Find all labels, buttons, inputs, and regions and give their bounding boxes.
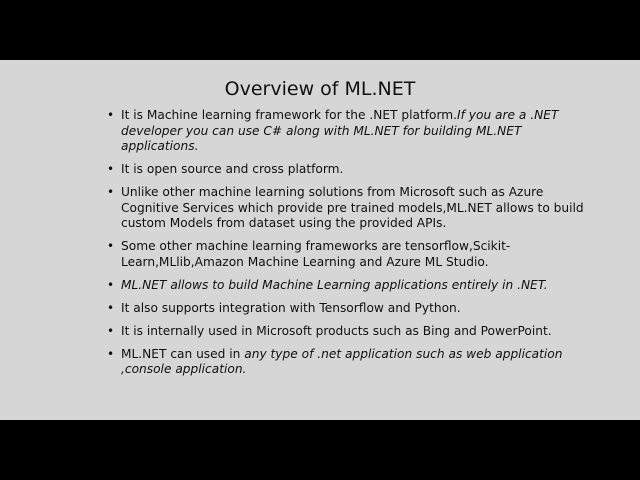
bullet-dot-icon: • — [107, 185, 115, 199]
bullet-item — [105, 162, 585, 178]
bullet-text: It is internally used in Microsoft products such as Bing and PowerPoint. — [121, 323, 552, 338]
bullet-item — [105, 324, 585, 340]
slide-title: Overview of ML.NET — [224, 78, 416, 100]
bullet-item — [105, 108, 585, 155]
bullet-italic-text: If you are a .NET developer you can use C# along with ML.NET for building ML.NET applications. — [121, 108, 559, 153]
bullet-item — [105, 278, 585, 294]
bullet-text: It also supports integration with Tensorflow and Python. — [121, 300, 461, 315]
bullet-text: Unlike other machine learning solutions from Microsoft such as Azure Cognitive Services which provide pre trained models,ML.NET allows to build custom Models from dataset using the provided APIs. — [121, 185, 584, 230]
bullet-dot-icon: • — [107, 323, 115, 338]
bullet-item — [105, 239, 585, 270]
bullet-italic-text: ML.NET allows to build Machine Learning applications entirely in .NET. — [121, 277, 548, 292]
bullet-item — [105, 347, 585, 378]
bullet-text: It is open source and cross platform. — [121, 162, 344, 176]
bullet-text: ML.NET can used in — [121, 346, 245, 361]
bullet-dot-icon: • — [107, 346, 115, 361]
bullet-dot-icon: • — [107, 277, 115, 292]
bullet-item — [105, 185, 585, 232]
bullet-text: It is Machine learning framework for the .NET platform. — [121, 108, 458, 122]
bullet-dot-icon: • — [107, 300, 115, 315]
bullet-item — [105, 301, 585, 317]
bullet-dot-icon: • — [107, 239, 115, 253]
slide — [0, 60, 640, 420]
bullet-italic-text: any type of .net application such as web application ,console application. — [121, 346, 563, 376]
bullet-dot-icon: • — [107, 108, 115, 122]
bullet-text: Some other machine learning frameworks are tensorflow,Scikit-Learn,MLlib,Amazon Machine Learning and Azure ML Studio. — [121, 239, 511, 269]
bullet-dot-icon: • — [107, 162, 115, 176]
bullet-list — [105, 108, 585, 385]
